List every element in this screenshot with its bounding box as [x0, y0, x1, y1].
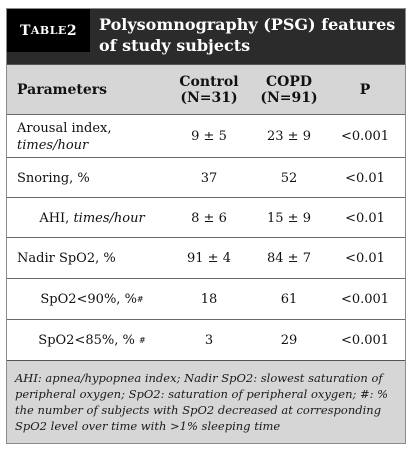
table-label-initial: T [19, 22, 31, 39]
row-control-value: 91 ± 4 [187, 251, 231, 266]
header-control-line1: Control [179, 74, 239, 90]
row-control-value: 18 [200, 292, 218, 307]
table-title-bar [7, 9, 405, 64]
table-row [7, 319, 405, 361]
row-p-value: <0.001 [340, 129, 390, 144]
row-parameter-footnote-mark: # [136, 295, 144, 304]
table-number-label [7, 9, 90, 52]
row-p-value: <0.001 [340, 333, 390, 348]
row-parameter-unit: times/hour [73, 210, 145, 226]
row-control-value: 8 ± 6 [191, 210, 227, 226]
header-copd [253, 65, 325, 115]
header-copd-line1: COPD [265, 74, 312, 90]
row-parameter [17, 198, 167, 238]
row-parameter-unit: times/hour [17, 137, 89, 153]
row-copd-value: 52 [280, 170, 298, 186]
row-copd-value: 29 [280, 333, 298, 348]
table-footnote: AHI: apnea/hypopnea index; Nadir SpO2: slowest saturation of peripheral oxygen; SpO2: saturation of peripheral oxygen; #: % the number of subjects with SpO2 decreased at corresponding SpO2 level over time with >1% sleeping time [7, 360, 405, 443]
row-parameter [17, 320, 167, 361]
table-row [7, 197, 405, 238]
row-parameter-name: Arousal index, [17, 120, 112, 136]
header-control-line2: (N=31) [180, 90, 238, 106]
row-copd-value: 15 ± 9 [267, 210, 311, 226]
table-header-row [7, 64, 405, 115]
row-parameter: Nadir SpO2, % [17, 251, 116, 266]
row-parameter [17, 279, 167, 320]
row-control-value: 9 ± 5 [191, 129, 227, 144]
header-copd-line2: (N=91) [260, 90, 318, 106]
row-p-value: <0.01 [345, 170, 385, 186]
header-control [169, 65, 249, 115]
table-title: Polysomnography (PSG) features of study subjects [99, 15, 396, 55]
row-parameter-name: AHI, [39, 210, 74, 226]
row-p-value: <0.001 [340, 292, 390, 307]
row-copd-value: 23 ± 9 [267, 129, 311, 144]
row-p-value: <0.01 [345, 210, 385, 226]
table-row [7, 114, 405, 158]
table-label-number: 2 [66, 22, 78, 39]
row-parameter-name: SpO2<90%, % [40, 292, 137, 307]
row-control-value: 37 [200, 170, 218, 186]
table-figure [6, 8, 406, 444]
row-parameter: Snoring, % [17, 170, 90, 186]
header-p: P [359, 82, 371, 98]
row-copd-value: 84 ± 7 [267, 251, 311, 266]
row-control-value: 3 [204, 333, 214, 348]
row-copd-value: 61 [280, 292, 298, 307]
row-p-value: <0.01 [345, 251, 385, 266]
row-parameter-name: SpO2<85%, % [38, 333, 139, 348]
table-label-smallcaps: ABLE [30, 24, 67, 37]
table-row [7, 237, 405, 279]
table-row [7, 157, 405, 198]
row-parameter [17, 115, 167, 158]
row-parameter-footnote-mark: # [139, 336, 146, 345]
table-row [7, 278, 405, 320]
header-parameters: Parameters [17, 82, 108, 98]
